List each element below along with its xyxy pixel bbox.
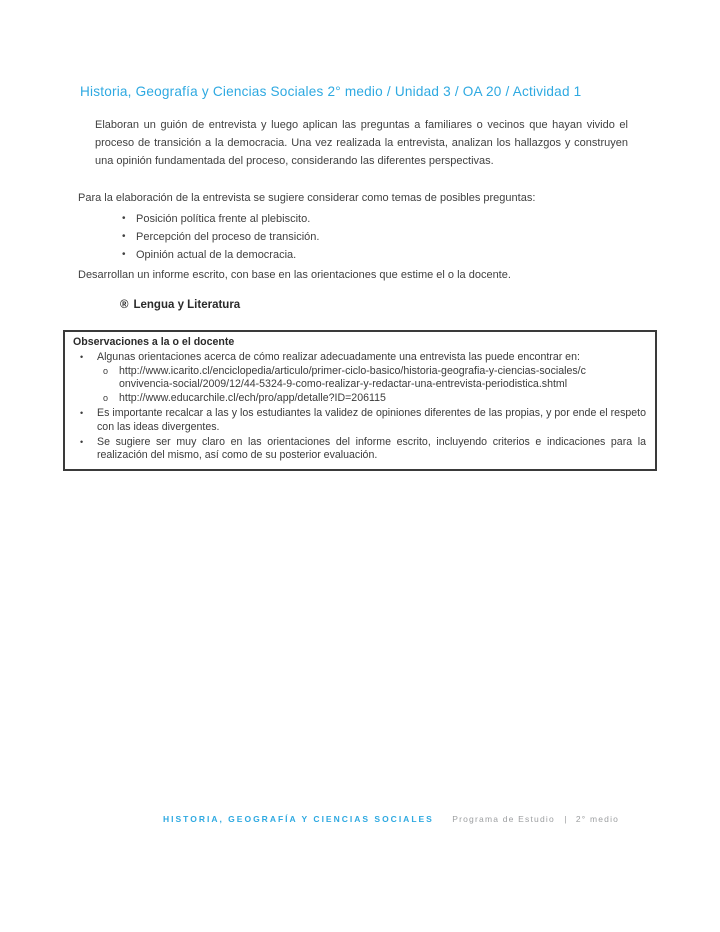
circle-bullet-icon: o bbox=[103, 393, 109, 404]
observations-box bbox=[63, 330, 657, 471]
report-text: Desarrollan un informe escrito, con base en las orientaciones que estime el o la docente. bbox=[78, 269, 511, 281]
observation-link[interactable]: http://www.icarito.cl/enciclopedia/articulo/primer-ciclo-basico/historia-geografia-y-ciencias-sociales/convivencia-social/2009/12/44-5324-9-como-realizar-y-redactar-una-entrevista-periodistica.shtml bbox=[119, 364, 586, 391]
subject-reference-label: Lengua y Literatura bbox=[133, 299, 241, 311]
footer-subject: HISTORIA, GEOGRAFÍA Y CIENCIAS SOCIALES bbox=[163, 814, 434, 824]
topic-label: Opinión actual de la democracia. bbox=[136, 249, 297, 261]
bullet-icon: • bbox=[80, 407, 84, 418]
subject-reference bbox=[120, 299, 240, 311]
observation-link[interactable]: http://www.educarchile.cl/ech/pro/app/detalle?ID=206115 bbox=[119, 392, 386, 405]
observation-item bbox=[73, 407, 646, 435]
observation-sub-item bbox=[97, 392, 646, 406]
registered-icon: ® bbox=[120, 299, 129, 311]
page-footer bbox=[163, 814, 619, 824]
footer-program: Programa de Estudio bbox=[452, 814, 555, 824]
footer-separator: | bbox=[564, 814, 567, 824]
footer-grade: 2° medio bbox=[575, 814, 620, 824]
suggestion-text: Para la elaboración de la entrevista se sugiere considerar como temas de posibles preguntas: bbox=[78, 192, 536, 204]
bullet-icon: • bbox=[122, 213, 126, 224]
topic-item bbox=[122, 246, 319, 264]
topic-label: Posición política frente al plebiscito. bbox=[136, 213, 311, 225]
topic-item bbox=[122, 228, 319, 246]
page-title: Historia, Geografía y Ciencias Sociales 2° medio / Unidad 3 / OA 20 / Actividad 1 bbox=[80, 84, 582, 99]
observations-title: Observaciones a la o el docente bbox=[73, 336, 235, 348]
observation-text: Es importante recalcar a las y los estudiantes la validez de opiniones diferentes de las propias, y por ende el respeto con las ideas divergentes. bbox=[97, 406, 646, 433]
bullet-icon: • bbox=[80, 351, 84, 362]
observation-item bbox=[73, 351, 646, 365]
observation-text: Algunas orientaciones acerca de cómo realizar adecuadamente una entrevista las puede encontrar en: bbox=[97, 350, 580, 363]
topic-item bbox=[122, 210, 319, 228]
topic-label: Percepción del proceso de transición. bbox=[136, 231, 320, 243]
bullet-icon: • bbox=[122, 231, 126, 242]
topics-list bbox=[122, 210, 319, 264]
bullet-icon: • bbox=[80, 436, 84, 447]
circle-bullet-icon: o bbox=[103, 365, 109, 376]
observation-text: Se sugiere ser muy claro en las orientaciones del informe escrito, incluyendo criterios e indicaciones para la realización del mismo, así como de su posterior evaluación. bbox=[97, 435, 646, 462]
bullet-icon: • bbox=[122, 249, 126, 260]
intro-paragraph: Elaboran un guión de entrevista y luego aplican las preguntas a familiares o vecinos que hayan vivido el proceso de transición a la democracia. Una vez realizada la entrevista, analizan los hallazgos y construyen una opinión fundamentada del proceso, considerando las diferentes perspectivas. bbox=[95, 119, 628, 167]
observation-sub-item bbox=[97, 365, 646, 393]
observation-item bbox=[73, 436, 646, 464]
